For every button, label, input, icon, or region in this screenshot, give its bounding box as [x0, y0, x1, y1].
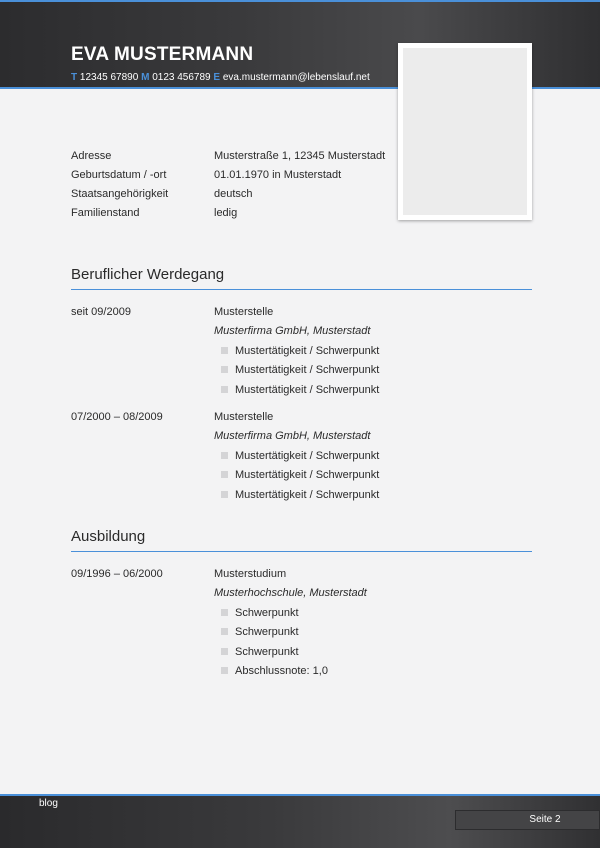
photo-area [403, 48, 527, 215]
entry-item: Schwerpunkt [235, 607, 299, 619]
page-number-box [455, 810, 600, 830]
personal-value: deutsch [214, 188, 253, 200]
entry-company: Musterfirma GmbH, Musterstadt [214, 430, 371, 442]
entry-period: 07/2000 – 08/2009 [71, 411, 163, 423]
bullet-icon [221, 667, 228, 674]
entry-position: Musterstelle [214, 306, 274, 318]
bullet-icon [221, 452, 228, 459]
entry-position: Musterstelle [214, 411, 274, 423]
bullet-icon [221, 491, 228, 498]
entry-school: Musterhochschule, Musterstadt [214, 587, 367, 599]
mobile-number: 0123 456789 [152, 72, 211, 83]
blog-link[interactable]: blog [39, 798, 58, 809]
entry-degree: Musterstudium [214, 568, 287, 580]
entry-item: Abschlussnote: 1,0 [235, 665, 328, 677]
footer-bar [0, 794, 600, 848]
entry-item: Mustertätigkeit / Schwerpunkt [235, 384, 380, 396]
section-divider [71, 551, 532, 552]
personal-label: Staatsangehörigkeit [71, 188, 169, 200]
personal-label: Familienstand [71, 207, 140, 219]
entry-item: Mustertätigkeit / Schwerpunkt [235, 345, 380, 357]
personal-value: 01.01.1970 in Musterstadt [214, 169, 342, 181]
personal-label: Geburtsdatum / -ort [71, 169, 167, 181]
entry-item: Mustertätigkeit / Schwerpunkt [235, 469, 380, 481]
entry-item: Mustertätigkeit / Schwerpunkt [235, 450, 380, 462]
personal-value: Musterstraße 1, 12345 Musterstadt [214, 150, 386, 162]
entry-item: Schwerpunkt [235, 626, 299, 638]
email-link[interactable]: eva.mustermann@lebenslauf.net [222, 72, 370, 83]
entry-item: Schwerpunkt [235, 646, 299, 658]
entry-period: 09/1996 – 06/2000 [71, 568, 163, 580]
section-divider [71, 289, 532, 290]
bullet-icon [221, 386, 228, 393]
bullet-icon [221, 347, 228, 354]
section-title-education: Ausbildung [71, 528, 146, 545]
mobile-label: M [141, 72, 150, 83]
personal-label: Adresse [71, 150, 112, 162]
applicant-name: EVA MUSTERMANN [71, 44, 254, 65]
bullet-icon [221, 628, 228, 635]
photo-placeholder [398, 43, 532, 220]
bullet-icon [221, 471, 228, 478]
section-title-career: Beruflicher Werdegang [71, 266, 225, 283]
personal-value: ledig [214, 207, 238, 219]
bullet-icon [221, 609, 228, 616]
email-label: E [213, 72, 221, 83]
bullet-icon [221, 648, 228, 655]
entry-item: Mustertätigkeit / Schwerpunkt [235, 364, 380, 376]
phone-label: T [71, 72, 78, 83]
entry-item: Mustertätigkeit / Schwerpunkt [235, 489, 380, 501]
entry-company: Musterfirma GmbH, Musterstadt [214, 325, 371, 337]
contact-line [71, 72, 370, 83]
entry-period: seit 09/2009 [71, 306, 131, 318]
page-number: Seite 2 [529, 814, 561, 825]
bullet-icon [221, 366, 228, 373]
phone-number: 12345 67890 [79, 72, 139, 83]
